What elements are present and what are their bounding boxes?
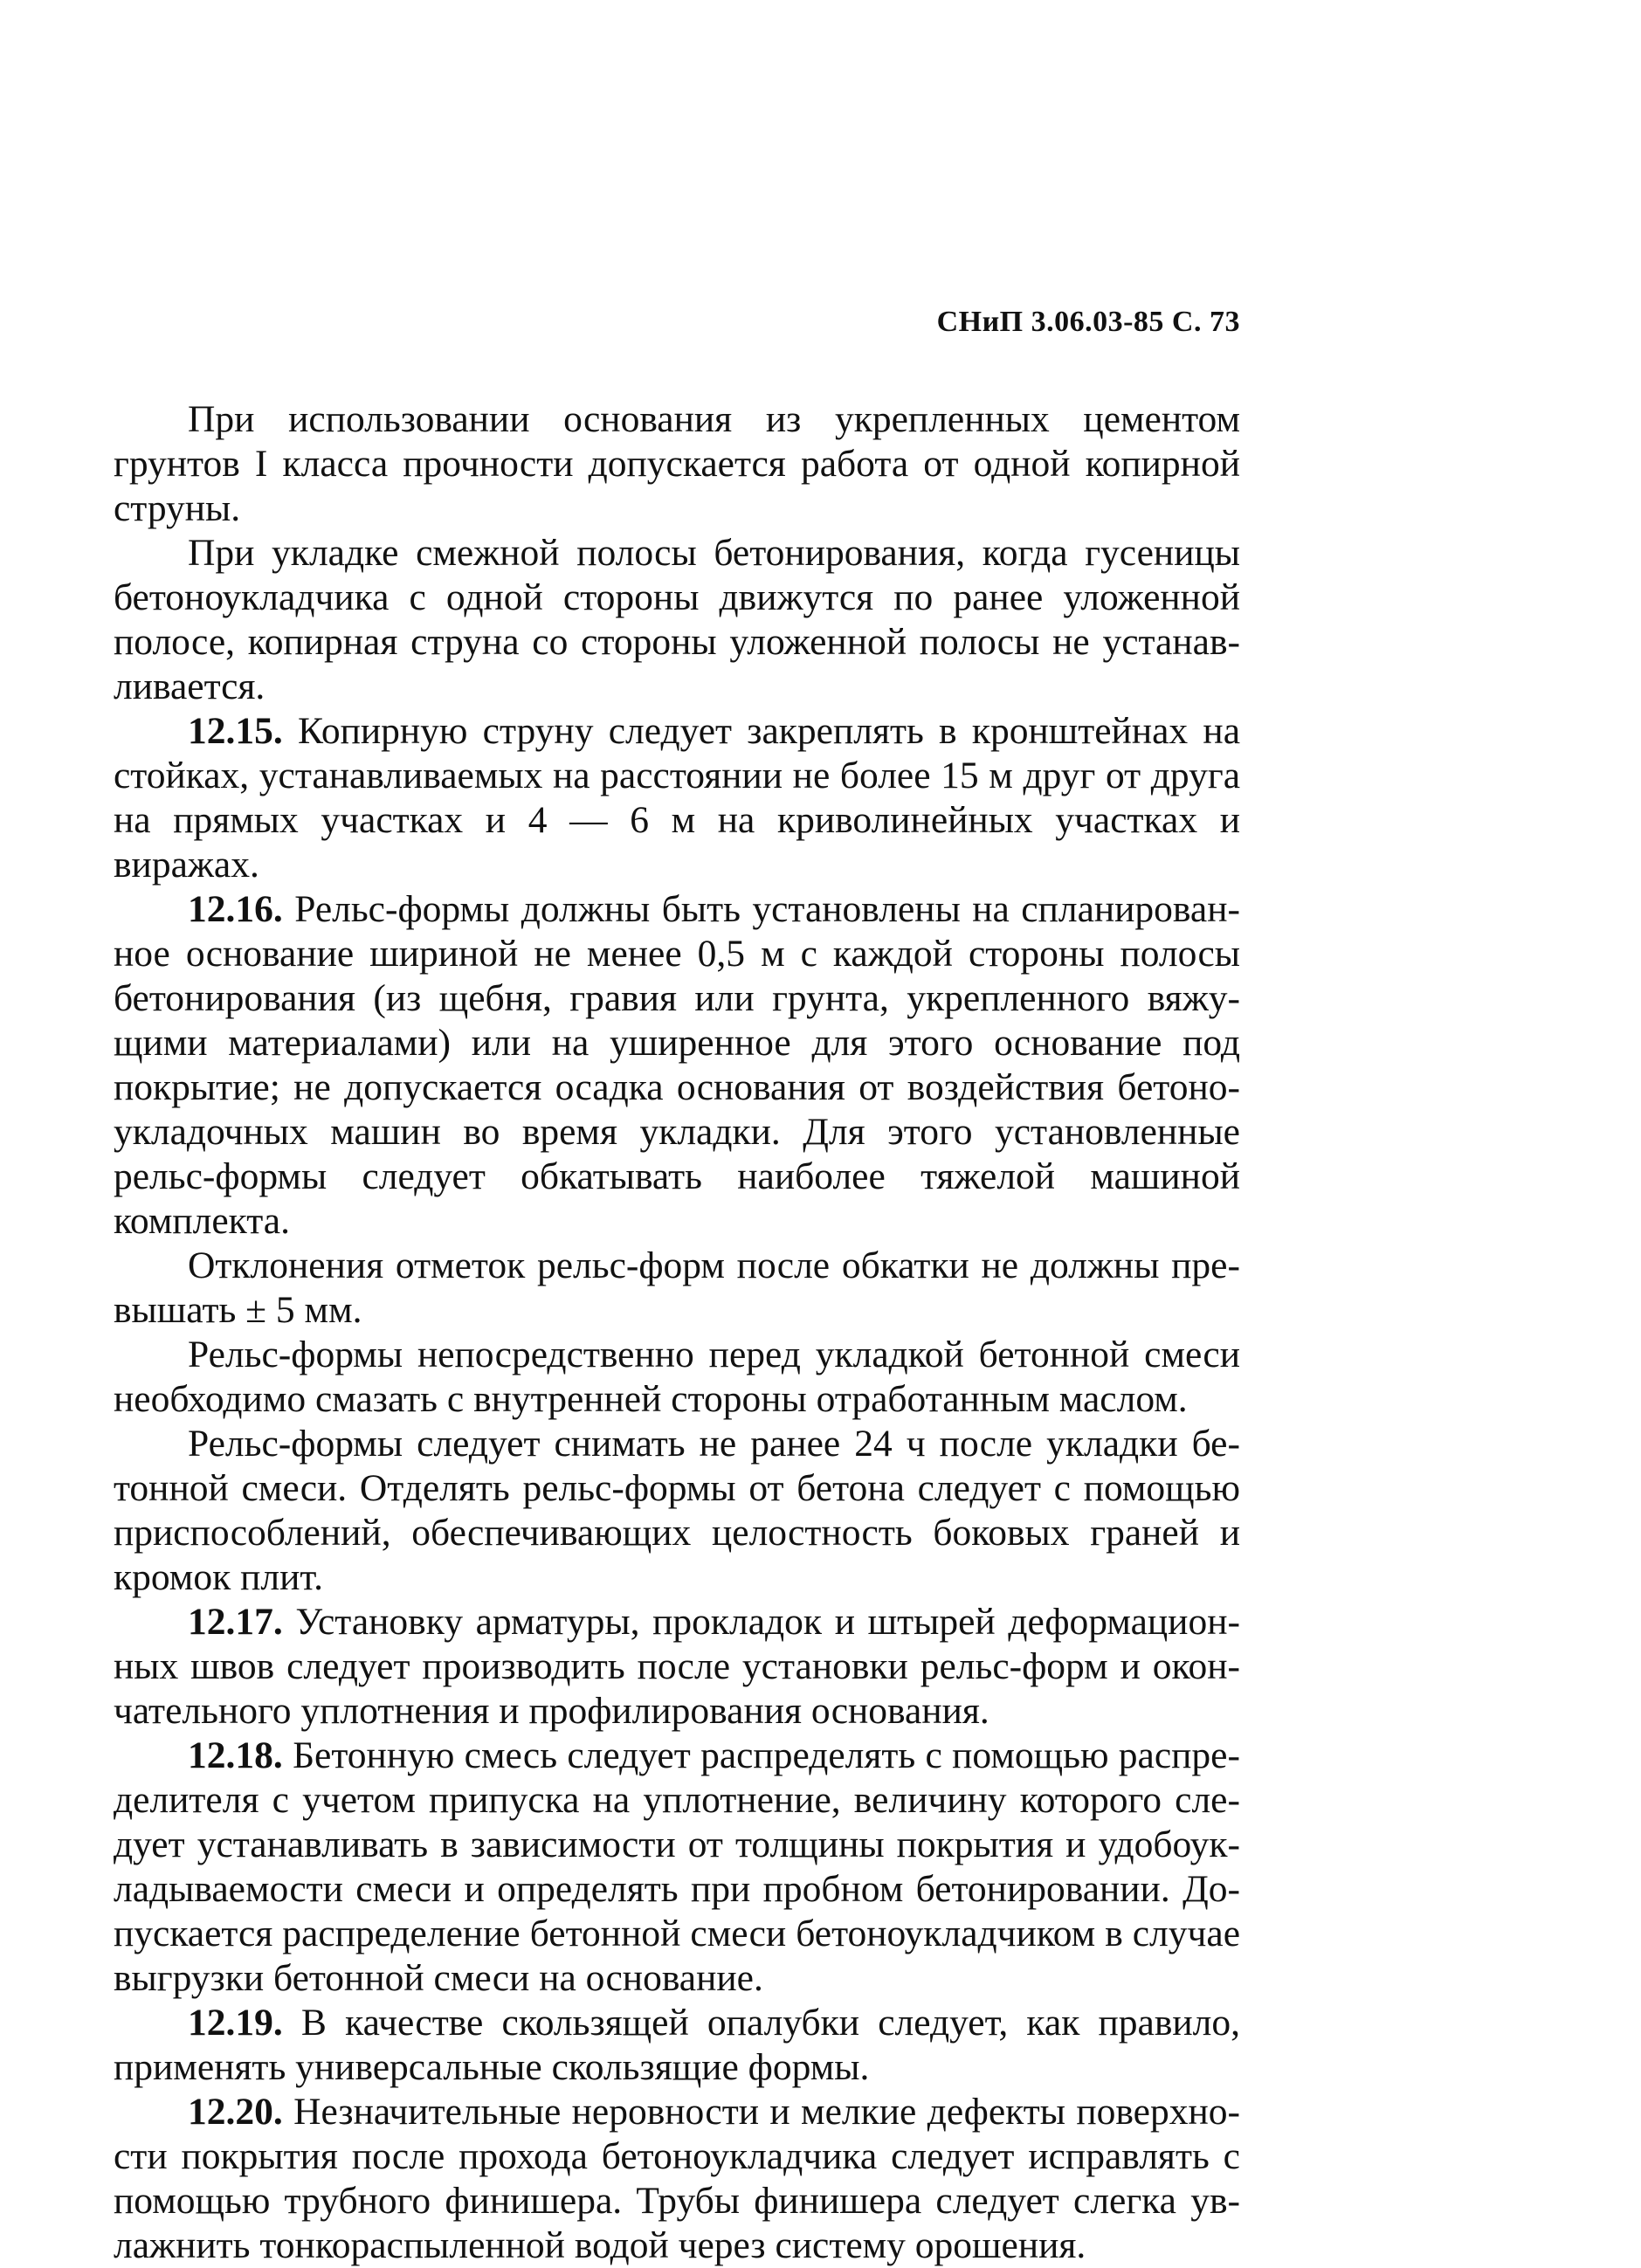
paragraph-text: Рельс-формы непосредственно перед укладкой бетонной смеси необходимо смазать с внутренней стороны отработанным маслом. bbox=[114, 1334, 1240, 1420]
clause-12-19 bbox=[114, 2001, 1240, 2090]
paragraph-text: Незначительные неровности и мелкие дефекты поверхности покрытия после прохода бетоноукладчика следует исправлять с помощью трубного финишера. Трубы финишера следует слегка увлажнить тонкораспыленной водой через систему орошения. bbox=[114, 2091, 1240, 2266]
clause-number: 12.18. bbox=[188, 1734, 283, 1776]
paragraph-text: Отклонения отметок рельс-форм после обкатки не должны превышать ± 5 мм. bbox=[114, 1244, 1240, 1331]
clause-12-16 bbox=[114, 887, 1240, 1244]
paragraph-text: Рельс-формы должны быть установлены на спланированное основание шириной не менее 0,5 м с каждой стороны полосы бетонирования (из щебня, гравия или грунта, укрепленного вяжущими материалами) или на уширенное для этого основание под покрытие; не допускается осадка основания от воздействия бетоноукладочных машин во время укладки. Для этого установленные рельс-формы следует обкатывать наиболее тяжелой машиной комплекта. bbox=[114, 888, 1240, 1242]
paragraph bbox=[114, 1333, 1240, 1422]
paragraph bbox=[114, 1244, 1240, 1333]
paragraph-text: В качестве скользящей опалубки следует, как правило, применять универсальные скользящие формы. bbox=[114, 2002, 1240, 2088]
clause-number: 12.19. bbox=[188, 2002, 283, 2044]
document-body bbox=[114, 397, 1240, 2268]
paragraph-text: При укладке смежной полосы бетонирования, когда гусеницы бетоноукладчика с одной стороны движутся по ранее уложенной полосе, копирная струна со стороны уложенной полосы не устанавливается. bbox=[114, 532, 1240, 707]
clause-number: 12.15. bbox=[188, 710, 283, 752]
clause-12-17 bbox=[114, 1600, 1240, 1734]
clause-12-15 bbox=[114, 709, 1240, 887]
paragraph bbox=[114, 1422, 1240, 1600]
paragraph bbox=[114, 397, 1240, 531]
paragraph-text: Бетонную смесь следует распределять с помощью распределителя с учетом припуска на уплотнение, величину которого следует устанавливать в зависимости от толщины покрытия и удобоукладываемости смеси и определять при пробном бетонировании. Допускается распределение бетонной смеси бетоноукладчиком в случае выгрузки бетонной смеси на основание. bbox=[114, 1734, 1240, 1999]
clause-12-18 bbox=[114, 1734, 1240, 2001]
clause-12-20 bbox=[114, 2090, 1240, 2268]
paragraph bbox=[114, 531, 1240, 709]
clause-number: 12.20. bbox=[188, 2091, 283, 2133]
running-header: СНиП 3.06.03-85 С. 73 bbox=[936, 306, 1240, 338]
clause-number: 12.17. bbox=[188, 1601, 283, 1643]
paragraph-text: Установку арматуры, прокладок и штырей деформационных швов следует производить после установки рельс-форм и окончательного уплотнения и профилирования основания. bbox=[114, 1601, 1240, 1732]
paragraph-text: Рельс-формы следует снимать не ранее 24 ч после укладки бетонной смеси. Отделять рельс-формы от бетона следует с помощью приспособлений, обеспечивающих целостность боковых граней и кромок плит. bbox=[114, 1423, 1240, 1598]
paragraph-text: При использовании основания из укрепленных цементом грунтов I класса прочности допускается работа от одной копирной струны. bbox=[114, 398, 1240, 529]
clause-number: 12.16. bbox=[188, 888, 283, 930]
paragraph-text: Копирную струну следует закреплять в кронштейнах на стойках, устанавливаемых на расстоянии не более 15 м друг от друга на прямых участках и 4 — 6 м на криволинейных участках и виражах. bbox=[114, 710, 1240, 886]
